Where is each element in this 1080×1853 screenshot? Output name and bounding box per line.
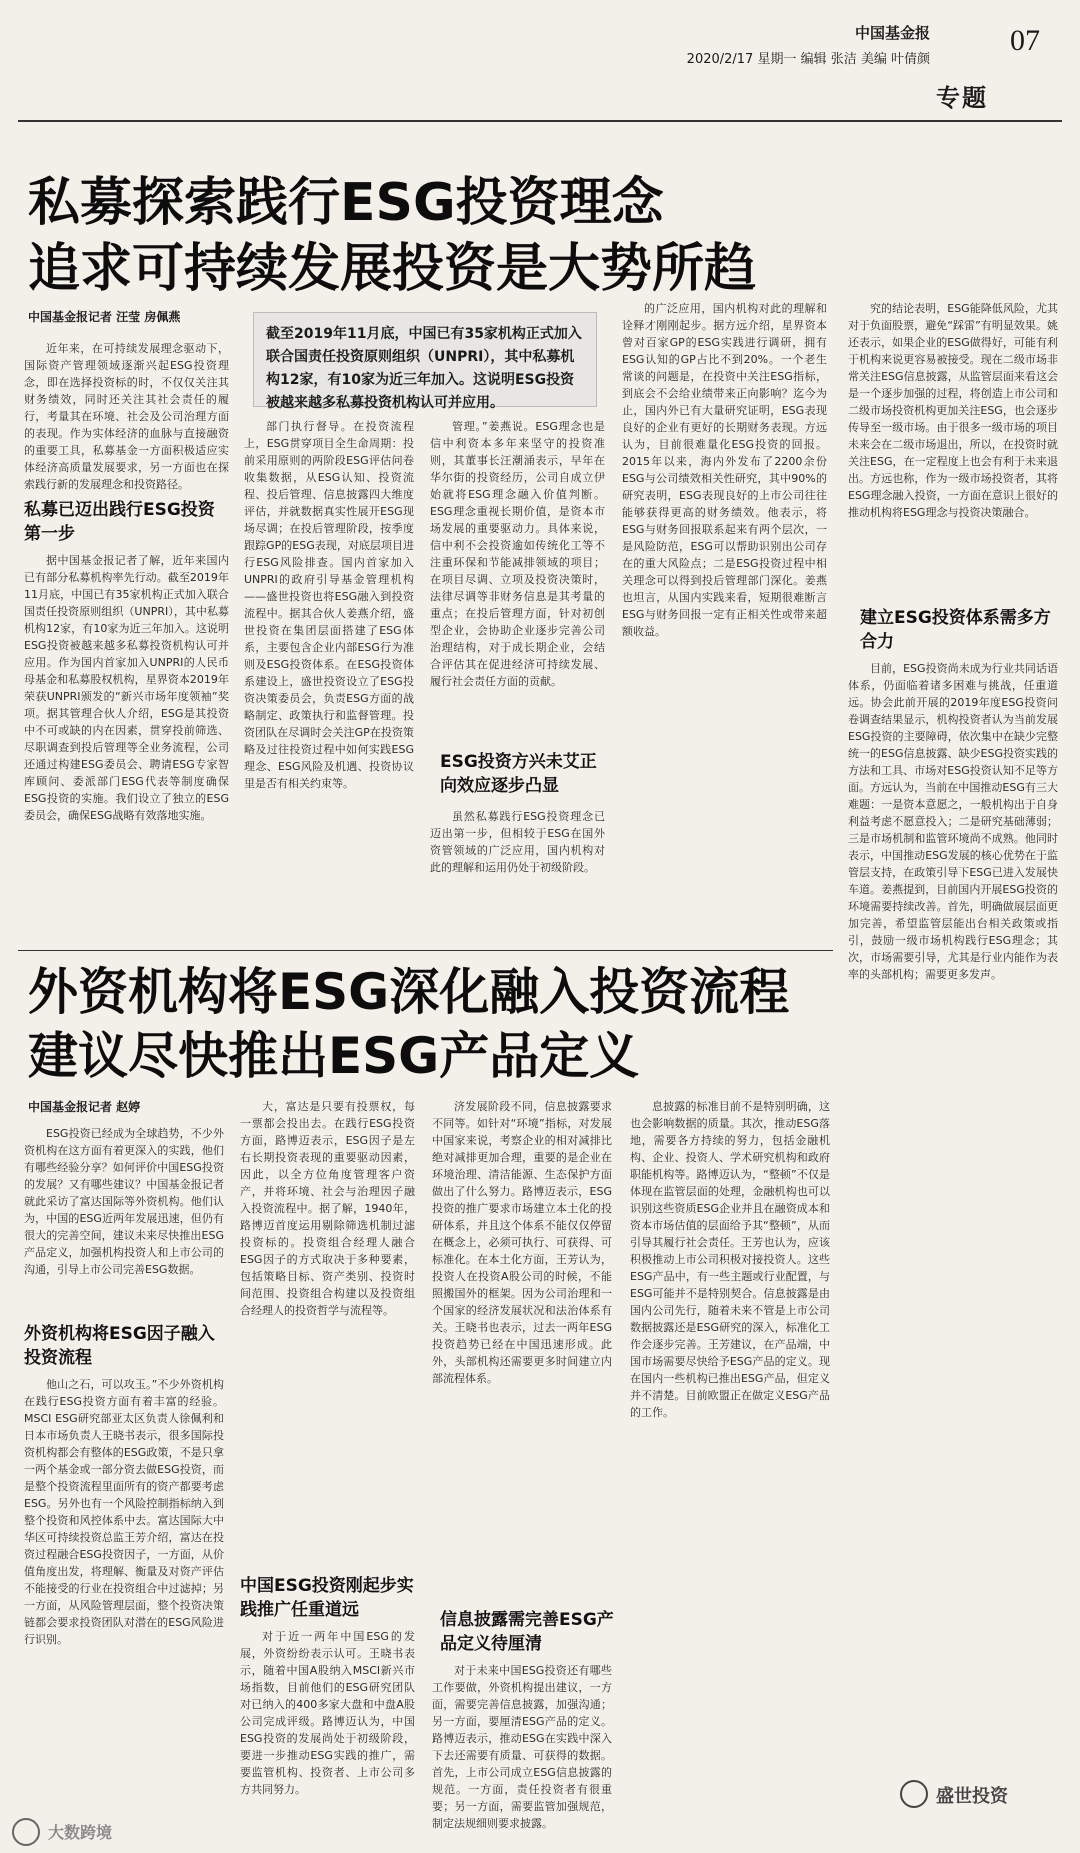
article2-col3: [432, 1098, 612, 1598]
article2-subhead2: 中国ESG投资刚起步实践推广任重道远: [240, 1576, 414, 1620]
article1-col3-para: 管理。”姜燕说。ESG理念也是信中利资本多年来坚守的投资准则，其董事长汪潮涌表示，早年在华尔街的投资经历，公司自成立伊始就将ESG理念融入价值判断。ESG理念重视长期价值，是资本市场发展的重要驱动力。具体来说，信中利不会投资逾如传统化工等不注重环保和节能减排领域的项目；在项目尽调、立项及投资决策时，法律尽调等非财务信息是其考量的重点；在投后管理方面，针对初创型企业，会协助企业逐步完善公司治理结构，对于成长期企业，会结合评估其在促进经济可持续发展、履行社会责任方面的贡献。: [430, 420, 605, 688]
article1-byline: 中国基金报记者 汪莹 房佩燕: [28, 310, 181, 324]
watermark-left: 大数跨境: [48, 1823, 113, 1842]
article1-col5-body-para: 目前，ESG投资尚未成为行业共同话语体系，仍面临着诸多困难与挑战，任重道远。协会此前开展的2019年度ESG投资问卷调查结果显示，机构投资者认为当前发展ESG投资的主要障碍，依次集中在缺少完整统一的ESG信息披露、缺少ESG投资实践的方法和工具、市场对ESG投资认知不足等方面。方远认为，当前在中国推动ESG有三大难题：一是资本意愿之，一般机构出于自身利益考虑不愿意投入；二是研究基础薄弱；三是市场机制和监管环境尚不成熟。他同时表示，中国推动ESG发展的核心优势在于监管层支持，在政策引导下ESG已进入发展快车道。姜燕提到，目前国内开展ESG投资的环境需要持续改善。首先，明确做展层面更加完善，希望监管层能出台相关政策或指引，鼓励一级市场机构践行ESG理念；其次，市场需要引导，尤其是行业内能作为表率的头部机构；需要更多发声。: [848, 662, 1058, 981]
article1-col5: [848, 300, 1058, 600]
article2-col4: [630, 1098, 830, 1818]
watermark-right: 盛世投资: [936, 1786, 1008, 1807]
article2-col2-body: [240, 1628, 415, 1818]
article1-col1-para: 近年来，在可持续发展理念驱动下，国际资产管理领域逐渐兴起ESG投资理念，即在选择投资标的时，不仅仅关注其财务绩效，同时还关注其社会责任的履行，考量其在环境、社会及公司治理方面的表现。作为实体经济的血脉与直接融资的重要工具，私募基金一方面积极适应实体经济高质量发展要求，另一方面也在探索践行新的发展理念和投资路径。: [24, 342, 229, 491]
article2-headline: [28, 960, 789, 1088]
article1-col1-body: [24, 552, 229, 944]
article1-headline-line2: 追求可持续发展投资是大势所趋: [28, 239, 757, 299]
article2-col1-intro: [24, 1125, 224, 1315]
date-line: 2020/2/17 星期一 编辑 张洁 美编 叶倩颜: [686, 52, 930, 67]
article1-col1-body-para: 据中国基金报记者了解，近年来国内已有部分私募机构率先行动。截至2019年11月底，中国已有35家机构正式加入联合国责任投资原则组织（UNPRI），其中私募机构12家，有10家为近三年加入。这说明ESG投资被越来越多私募投资机构认可并应用。作为国内首家加入UNPRI的人民币母基金和私募股权机构，星界资本2019年荣获UNPRI颁发的“新兴市场年度领袖”奖项。据其管理合伙人介绍，ESG是其投资中不可或缺的内在因素，贯穿投前筛选、尽职调查到投后管理等全业务流程，公司还通过构建ESG委员会、聘请ESG专家智库顾问、委派部门ESG代表等制度确保ESG投资的实施。我们设立了独立的ESG委员会，确保ESG战略有效落地实施。: [24, 554, 229, 822]
article1-col4: [622, 300, 827, 944]
article1-callout: 截至2019年11月底，中国已有35家机构正式加入联合国责任投资原则组织（UNPRI），其中私募机构12家，有10家为近三年加入。这说明ESG投资被越来越多私募投资机构认可并应用。: [253, 312, 597, 407]
article2-headline-line2: 建议尽快推出ESG产品定义: [28, 1027, 640, 1085]
masthead-rule: [18, 120, 1062, 122]
section-label: 专题: [936, 84, 988, 112]
article2-col1-para: ESG投资已经成为全球趋势，不少外资机构在这方面有着更深入的实践，他们有哪些经验分享？如何评价中国ESG投资的发展？又有哪些建议？中国基金报记者就此采访了富达国际等外资机构。他们认为，中国的ESG近两年发展迅速，但仍有很大的完善空间，建议未来尽快推出ESG产品定义，加强机构投资人和上市公司的沟通，引导上市公司完善ESG数据。: [24, 1127, 224, 1276]
article1-col5-body: [848, 660, 1058, 1830]
article1-headline: [28, 170, 756, 302]
article-divider: [18, 950, 833, 951]
article1-subhead3: ESG投资方兴未艾正向效应逐步凸显: [440, 752, 597, 796]
article1-subhead1: 私募已迈出践行ESG投资第一步: [24, 500, 215, 544]
article1-subhead5: 建立ESG投资体系需多方合力: [860, 608, 1051, 652]
watermark-left-icon: [12, 1818, 40, 1846]
page-number: 07: [1010, 24, 1040, 57]
article1-col3: [430, 418, 605, 732]
article1-col3-body-para: 虽然私募践行ESG投资理念已迈出第一步，但相较于ESG在国外资管领域的广泛应用，国内机构对此的理解和运用仍处于初级阶段。: [430, 810, 605, 874]
article2-col2-body-para: 对于近一两年中国ESG的发展，外资纷纷表示认可。王晓书表示，随着中国A股纳入MSCI新兴市场指数，目前他们的ESG研究团队对已纳入的400多家大盘和中盘A股公司完成评级。路博迈认为，中国ESG投资的发展尚处于初级阶段，要进一步推动ESG实践的推广，需要监管机构、投资者、上市公司多方共同努力。: [240, 1630, 415, 1796]
article1-col1-intro: [24, 340, 229, 490]
article2-subhead3: 信息披露需完善ESG产品定义待厘清: [440, 1610, 614, 1654]
article2-subhead1: 外资机构将ESG因子融入投资流程: [24, 1324, 215, 1368]
article2-col1-body-para: 他山之石，可以攻玉。”不少外资机构在践行ESG投资方面有着丰富的经验。MSCI ESG研究部亚太区负责人徐佩利和日本市场负责人王晓书表示，很多国际投资机构都会有整体的ESG政策，不是只拿一两个基金或一部分资去做ESG投资，而是整个投资流程里面所有的资产都要考虑ESG。另外也有一个风险控制指标纳入到整个投资和风控体系中去。富达国际大中华区可持续投资总监王芳介绍，富达在投资过程融合ESG投资因子，一方面，从价值角度出发，将理解、衡量及对资产评估不能接受的行业在投资组合中过滤掉；另一方面，从风险管理层面，整个投资决策链都会要求投资团队对潜在的ESG风险进行识别。: [24, 1378, 224, 1646]
article2-headline-line1: 外资机构将ESG深化融入投资流程: [28, 963, 790, 1021]
article2-col2: [240, 1098, 415, 1558]
masthead: [0, 8, 1080, 112]
article1-col2: [244, 418, 414, 944]
article2-col4-para: 息披露的标准目前不是特别明确，这也会影响数据的质量。其次，推动ESG落地，需要各方持续的努力，包括金融机构、企业、投资人、学术研究机构和政府职能机构等。路博迈认为，“整顿”不仅是体现在监管层面的处理，金融机构也可以识别这些资质ESG企业并且在融资成本和资本市场估值的层面给予其“整顿”，从而引导其履行社会责任。王芳也认为，应该积极推动上市公司积极对接投资人。这些ESG产品中，有一些主题或行业配置，与ESG可能并不是特别契合。信息披露是由国内公司先行，随着未来不管是上市公司数据披露还是ESG研究的深入，标准化工作会逐步完善。王芳建议，在产品端，中国市场需要尽快给予ESG产品的定义。现在国内一些机构已推出ESG产品，但定义并不清楚。目前欧盟正在做定义ESG产品的工作。: [630, 1100, 830, 1419]
article1-headline-line1: 私募探索践行ESG投资理念: [28, 173, 664, 233]
paper-name: 中国基金报: [854, 24, 930, 42]
article1-col2-para: 部门执行督导。在投资流程上，ESG贯穿项目全生命周期：投前采用原则的两阶段ESG评估问卷收集数据，从ESG认知、投资流程、投后管理、信息披露四大维度评估，并就数据真实性展开ESG现场尽调；在投后管理阶段，按季度跟踪GP的ESG表现，对底层项目进行ESG风险排查。国内首家加入UNPRI的政府引导基金管理机构——盛世投资也将ESG融入到投资流程中。据其合伙人姜燕介绍，盛世投资在集团层面搭建了ESG体系，主要包含企业内部ESG行为准则及ESG投资体系。在ESG投资体系建设上，盛世投资设立了ESG投资决策委员会，负责ESG方面的战略制定、政策执行和监督管理。投资团队在尽调时会关注GP在投资策略及过往投资过程中如何实践ESG理念、ESG风险及机遇、投资协议里是否有相关约束等。: [244, 420, 414, 790]
article2-byline: 中国基金报记者 赵婷: [28, 1100, 141, 1114]
article1-col3-body: [430, 808, 605, 944]
article2-col2-para: 大，富达是只要有投票权，每一票都会投出去。在践行ESG投资方面，路博迈表示，ESG因子是左右长期投资表现的重要驱动因素，因此，以全方位角度管理客户资产，并将环境、社会与治理因子融入投资流程中。据了解，1940年，路博迈首度运用剔除筛选机制过滤投资标的。投资组合经理人融合ESG因子的方式取决于多种要素，包括策略目标、资产类别、投资时间范围、投资组合构建以及投资组合经理人的投资哲学与流程等。: [240, 1100, 415, 1317]
article2-col3-body-para: 对于未来中国ESG投资还有哪些工作要做，外资机构提出建议，一方面，需要完善信息披露，加强沟通；另一方面，要厘清ESG产品的定义。路博迈表示，推动ESG在实践中深入下去还需要有质量、可获得的数据。首先，上市公司成立ESG信息披露的规范。一方面，责任投资者有很重要；另一方面，需要监管加强规范，制定法规细则要求披露。: [432, 1664, 612, 1830]
article2-col3-body: [432, 1662, 612, 1830]
article1-col4-para: 的广泛应用，国内机构对此的理解和诠释才刚刚起步。据方远介绍，星界资本曾对百家GP的ESG实践进行调研，拥有ESG认知的GP占比不到20%。一个老生常谈的问题是，在投资中关注ESG指标，到底会不会给业绩带来正向影响？迄今为止，国内外已有大量研究证明，ESG表现良好的企业有更好的长期财务表现。方远认为，目前很难量化ESG投资的回报。2015年以来，海内外发布了2200余份ESG与公司绩效相关性研究，其中90%的研究表明，ESG表现良好的上市公司往往能够获得更高的财务绩效。他表示，将ESG与财务回报联系起来有两个层次，一是风险防范，ESG可以帮助识别出公司存在的重大风险点；二是ESG投资过程中相关理念可以得到投后管理部门深化。姜燕也坦言，从国内实践来看，短期很难断言ESG与财务回报一定有正相关性或带来超额收益。: [622, 302, 827, 638]
article1-col5-para: 究的结论表明，ESG能降低风险，尤其对于负面股票，避免“踩雷”有明显效果。姚还表示，如果企业的ESG做得好，可能有利于机构来说更容易被接受。现在二级市场非常关注ESG信息披露，从监管层面来看这会是一个逐步加强的过程，将创造上市公司和二级市场投资机构更加关注ESG，也会逐步传导至一级市场。由于很多一级市场的项目未来会在二级市场退出，所以，在投资时就关注ESG，在一定程度上也会有利于未来退出。方远也称，作为一级市场投资者，其将ESG理念融入投资，一方面在意识上很好的推动机构将ESG理念与投资决策融合。: [848, 302, 1058, 519]
article2-col1-body: [24, 1376, 224, 1816]
watermark-right-icon: [900, 1780, 928, 1808]
article2-col3-para: 济发展阶段不同，信息披露要求不同等。如针对“环境”指标，对发展中国家来说，考察企业的相对减排比绝对减排更加合理，重要的是企业在环境治理、清洁能源、生态保护方面做出了什么努力。路博迈表示，ESG投资的推广要求市场建立本土化的投研体系，并且这个体系不能仅仅停留在概念上，必须可执行、可获得、可标准化。在本土化方面，王芳认为，投资人在投资A股公司的时候，不能照搬国外的框架。因为公司治理和一个国家的经济发展状况和法治体系有关。王晓书也表示，过去一两年ESG投资趋势已经在中国迅速形成。此外，头部机构还需要更多时间建立内部流程体系。: [432, 1100, 612, 1385]
